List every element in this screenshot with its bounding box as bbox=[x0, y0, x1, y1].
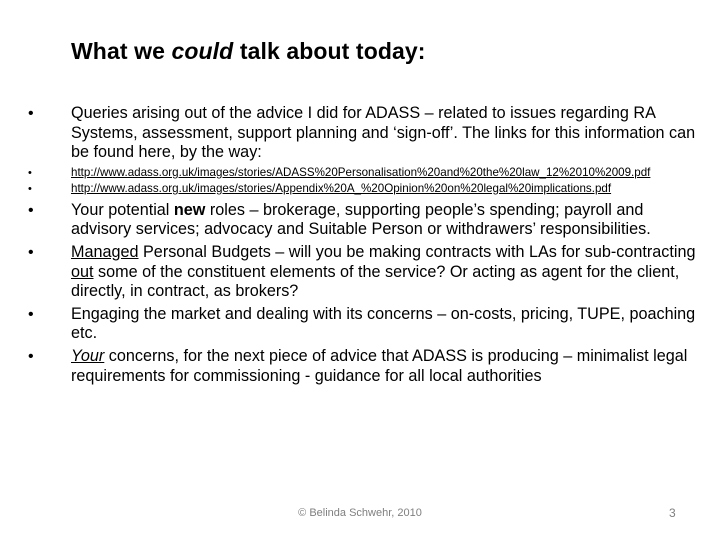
bullet-icon: • bbox=[28, 347, 34, 365]
title-prefix: What we bbox=[71, 38, 172, 64]
bullet-icon: • bbox=[28, 182, 32, 195]
bullet-item-queries bbox=[28, 104, 696, 163]
bullet-icon: • bbox=[28, 305, 34, 323]
title-suffix: talk about today: bbox=[233, 38, 426, 64]
bullet-text-underline-managed: Managed bbox=[71, 242, 139, 261]
bullet-text-bold: new bbox=[173, 200, 206, 219]
page-number: 3 bbox=[669, 506, 676, 520]
bullet-item-managed-budgets bbox=[28, 243, 696, 302]
bullet-text-underline-out: out bbox=[71, 262, 94, 281]
bullet-text-post: some of the constituent elements of the service? Or acting as agent for the client, directly, in contract, as brokers? bbox=[71, 262, 680, 301]
adass-appendix-link[interactable]: http://www.adass.org.uk/images/stories/Appendix%20A_%20Opinion%20on%20legal%20implications.pdf bbox=[71, 181, 612, 195]
bullet-item-your-concerns bbox=[28, 347, 696, 386]
bullet-icon: • bbox=[28, 166, 32, 179]
bullet-item-link-2 bbox=[28, 182, 696, 195]
bullet-icon: • bbox=[28, 243, 34, 261]
footer-copyright: © Belinda Schwehr, 2010 bbox=[298, 507, 422, 519]
bullet-icon: • bbox=[28, 105, 34, 122]
bullet-text-post: roles – brokerage, supporting people’s spending; payroll and advisory services; advocacy and Suitable Person or withdrawers’ responsibilities. bbox=[71, 200, 651, 239]
bullet-text-pre: Your potential bbox=[71, 200, 174, 219]
bullet-item-new-roles bbox=[28, 201, 696, 240]
bullet-item-link-1 bbox=[28, 166, 696, 179]
adass-personalisation-link[interactable]: http://www.adass.org.uk/images/stories/ADASS%20Personalisation%20and%20the%20law_12%2010%2009.pdf bbox=[71, 165, 651, 179]
slide-title bbox=[71, 38, 426, 65]
bullet-icon: • bbox=[28, 201, 34, 219]
bullet-text: Queries arising out of the advice I did for ADASS – related to issues regarding RA Systems, assessment, support planning and ‘sign-off’. The links for this information can be found here, by the way: bbox=[71, 104, 696, 162]
bullet-list bbox=[28, 104, 696, 386]
bullet-text: Engaging the market and dealing with its concerns – on-costs, pricing, TUPE, poaching etc. bbox=[71, 304, 696, 343]
title-emphasis: could bbox=[171, 38, 234, 64]
bullet-text-mid: Personal Budgets – will you be making contracts with LAs for sub-contracting bbox=[138, 242, 696, 261]
bullet-text-post: concerns, for the next piece of advice that ADASS is producing – minimalist legal requirements for commissioning - guidance for all local authorities bbox=[71, 346, 688, 385]
bullet-text-underline-your: Your bbox=[71, 346, 105, 365]
bullet-item-engaging-market bbox=[28, 305, 696, 344]
